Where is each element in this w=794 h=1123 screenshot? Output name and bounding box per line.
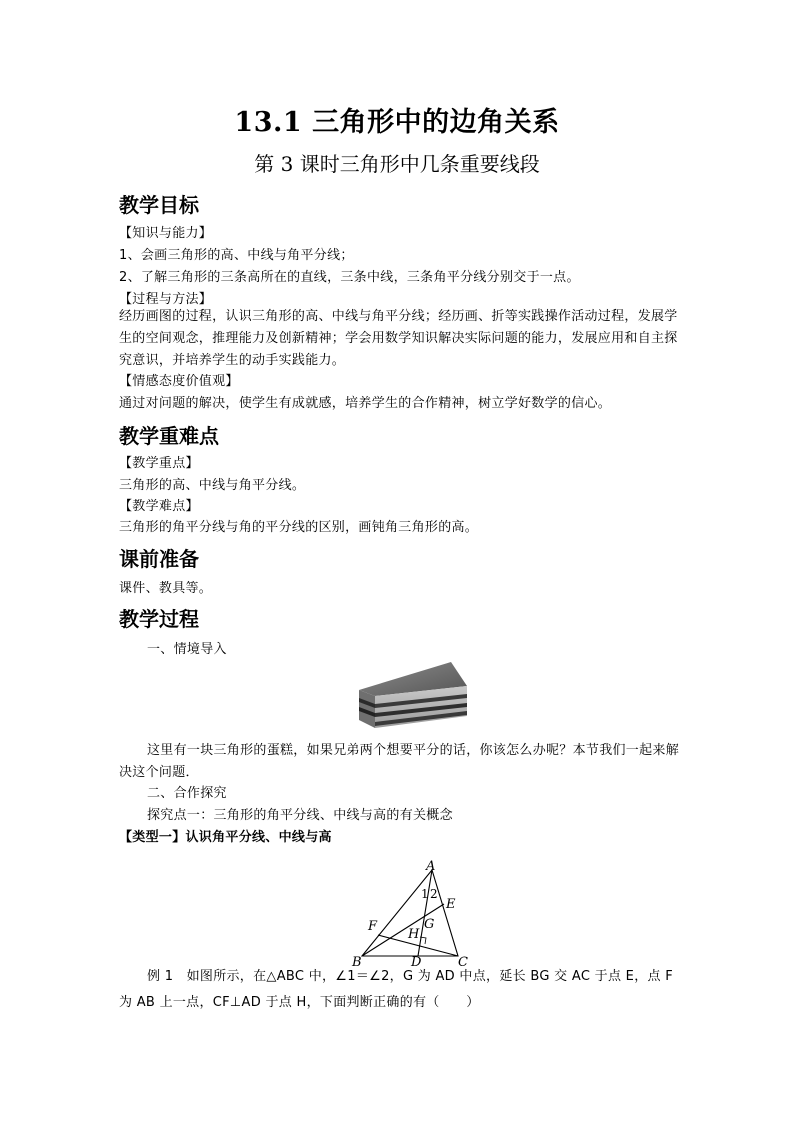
label-knowledge: 【知识与能力】 — [119, 226, 213, 241]
intro-text: 这里有一块三角形的蛋糕，如果兄弟两个想要平分的话，你该怎么办呢？本节我们一起来解决这个问题． — [119, 743, 680, 780]
label-attitude: 【情感态度价值观】 — [119, 374, 239, 389]
page-title: 13.1 三角形中的边角关系 — [234, 107, 560, 138]
label-process: 【过程与方法】 — [119, 292, 213, 307]
label-a: A — [426, 859, 436, 874]
label-g: G — [424, 917, 435, 932]
label-angle-1: 1 — [421, 887, 429, 901]
label-h: H — [408, 927, 420, 942]
knowledge-item-1: 1、会画三角形的高、中线与角平分线； — [119, 248, 354, 263]
heading-goals: 教学目标 — [119, 193, 199, 217]
label-focus: 【教学重点】 — [119, 456, 199, 471]
example-1-text: 例 1 如图所示，在△ABC 中，∠1＝∠2，G 为 AD 中点，延长 BG 交 AC 于点 E，点 F 为 AB 上一点，CF⊥AD 于点 H，下面判断正确的有（ ） — [119, 969, 674, 1010]
label-d: D — [411, 955, 422, 968]
label-c: C — [458, 955, 468, 968]
process-text: 经历画图的过程，认识三角形的高、中线与角平分线；经历画、折等实践操作活动过程，发展学生的空间观念，推理能力及创新精神；学会用数学知识解决实际问题的能力，发展应用和自主探究意识，并培养学生的动手实践能力。 — [119, 309, 678, 368]
attitude-text: 通过对问题的解决，使学生有成就感，培养学生的合作精神，树立学好数学的信心。 — [119, 396, 612, 411]
knowledge-item-2: 2、了解三角形的三条高所在的直线，三条中线，三条角平分线分别交于一点。 — [119, 270, 580, 285]
cake-image — [355, 660, 471, 730]
triangle-figure — [346, 858, 476, 968]
preparation-text: 课件、教具等。 — [119, 581, 213, 596]
type-one-label: 【类型一】认识角平分线、中线与高 — [119, 830, 332, 845]
label-b: B — [352, 955, 362, 968]
focus-text: 三角形的高、中线与角平分线。 — [119, 478, 306, 493]
label-e: E — [446, 897, 456, 912]
heading-preparation: 课前准备 — [119, 547, 199, 571]
label-f: F — [368, 919, 378, 934]
heading-process: 教学过程 — [119, 607, 199, 631]
label-angle-2: 2 — [430, 887, 438, 901]
label-difficulty: 【教学难点】 — [119, 499, 199, 514]
heading-key-points: 教学重难点 — [119, 424, 219, 448]
step-explore: 二、合作探究 — [147, 786, 227, 801]
step-intro: 一、情境导入 — [147, 642, 227, 657]
difficulty-text: 三角形的角平分线与角的平分线的区别，画钝角三角形的高。 — [119, 520, 479, 535]
lesson-subtitle: 第 3 课时三角形中几条重要线段 — [254, 152, 540, 176]
explore-point-1: 探究点一：三角形的角平分线、中线与高的有关概念 — [147, 808, 453, 823]
